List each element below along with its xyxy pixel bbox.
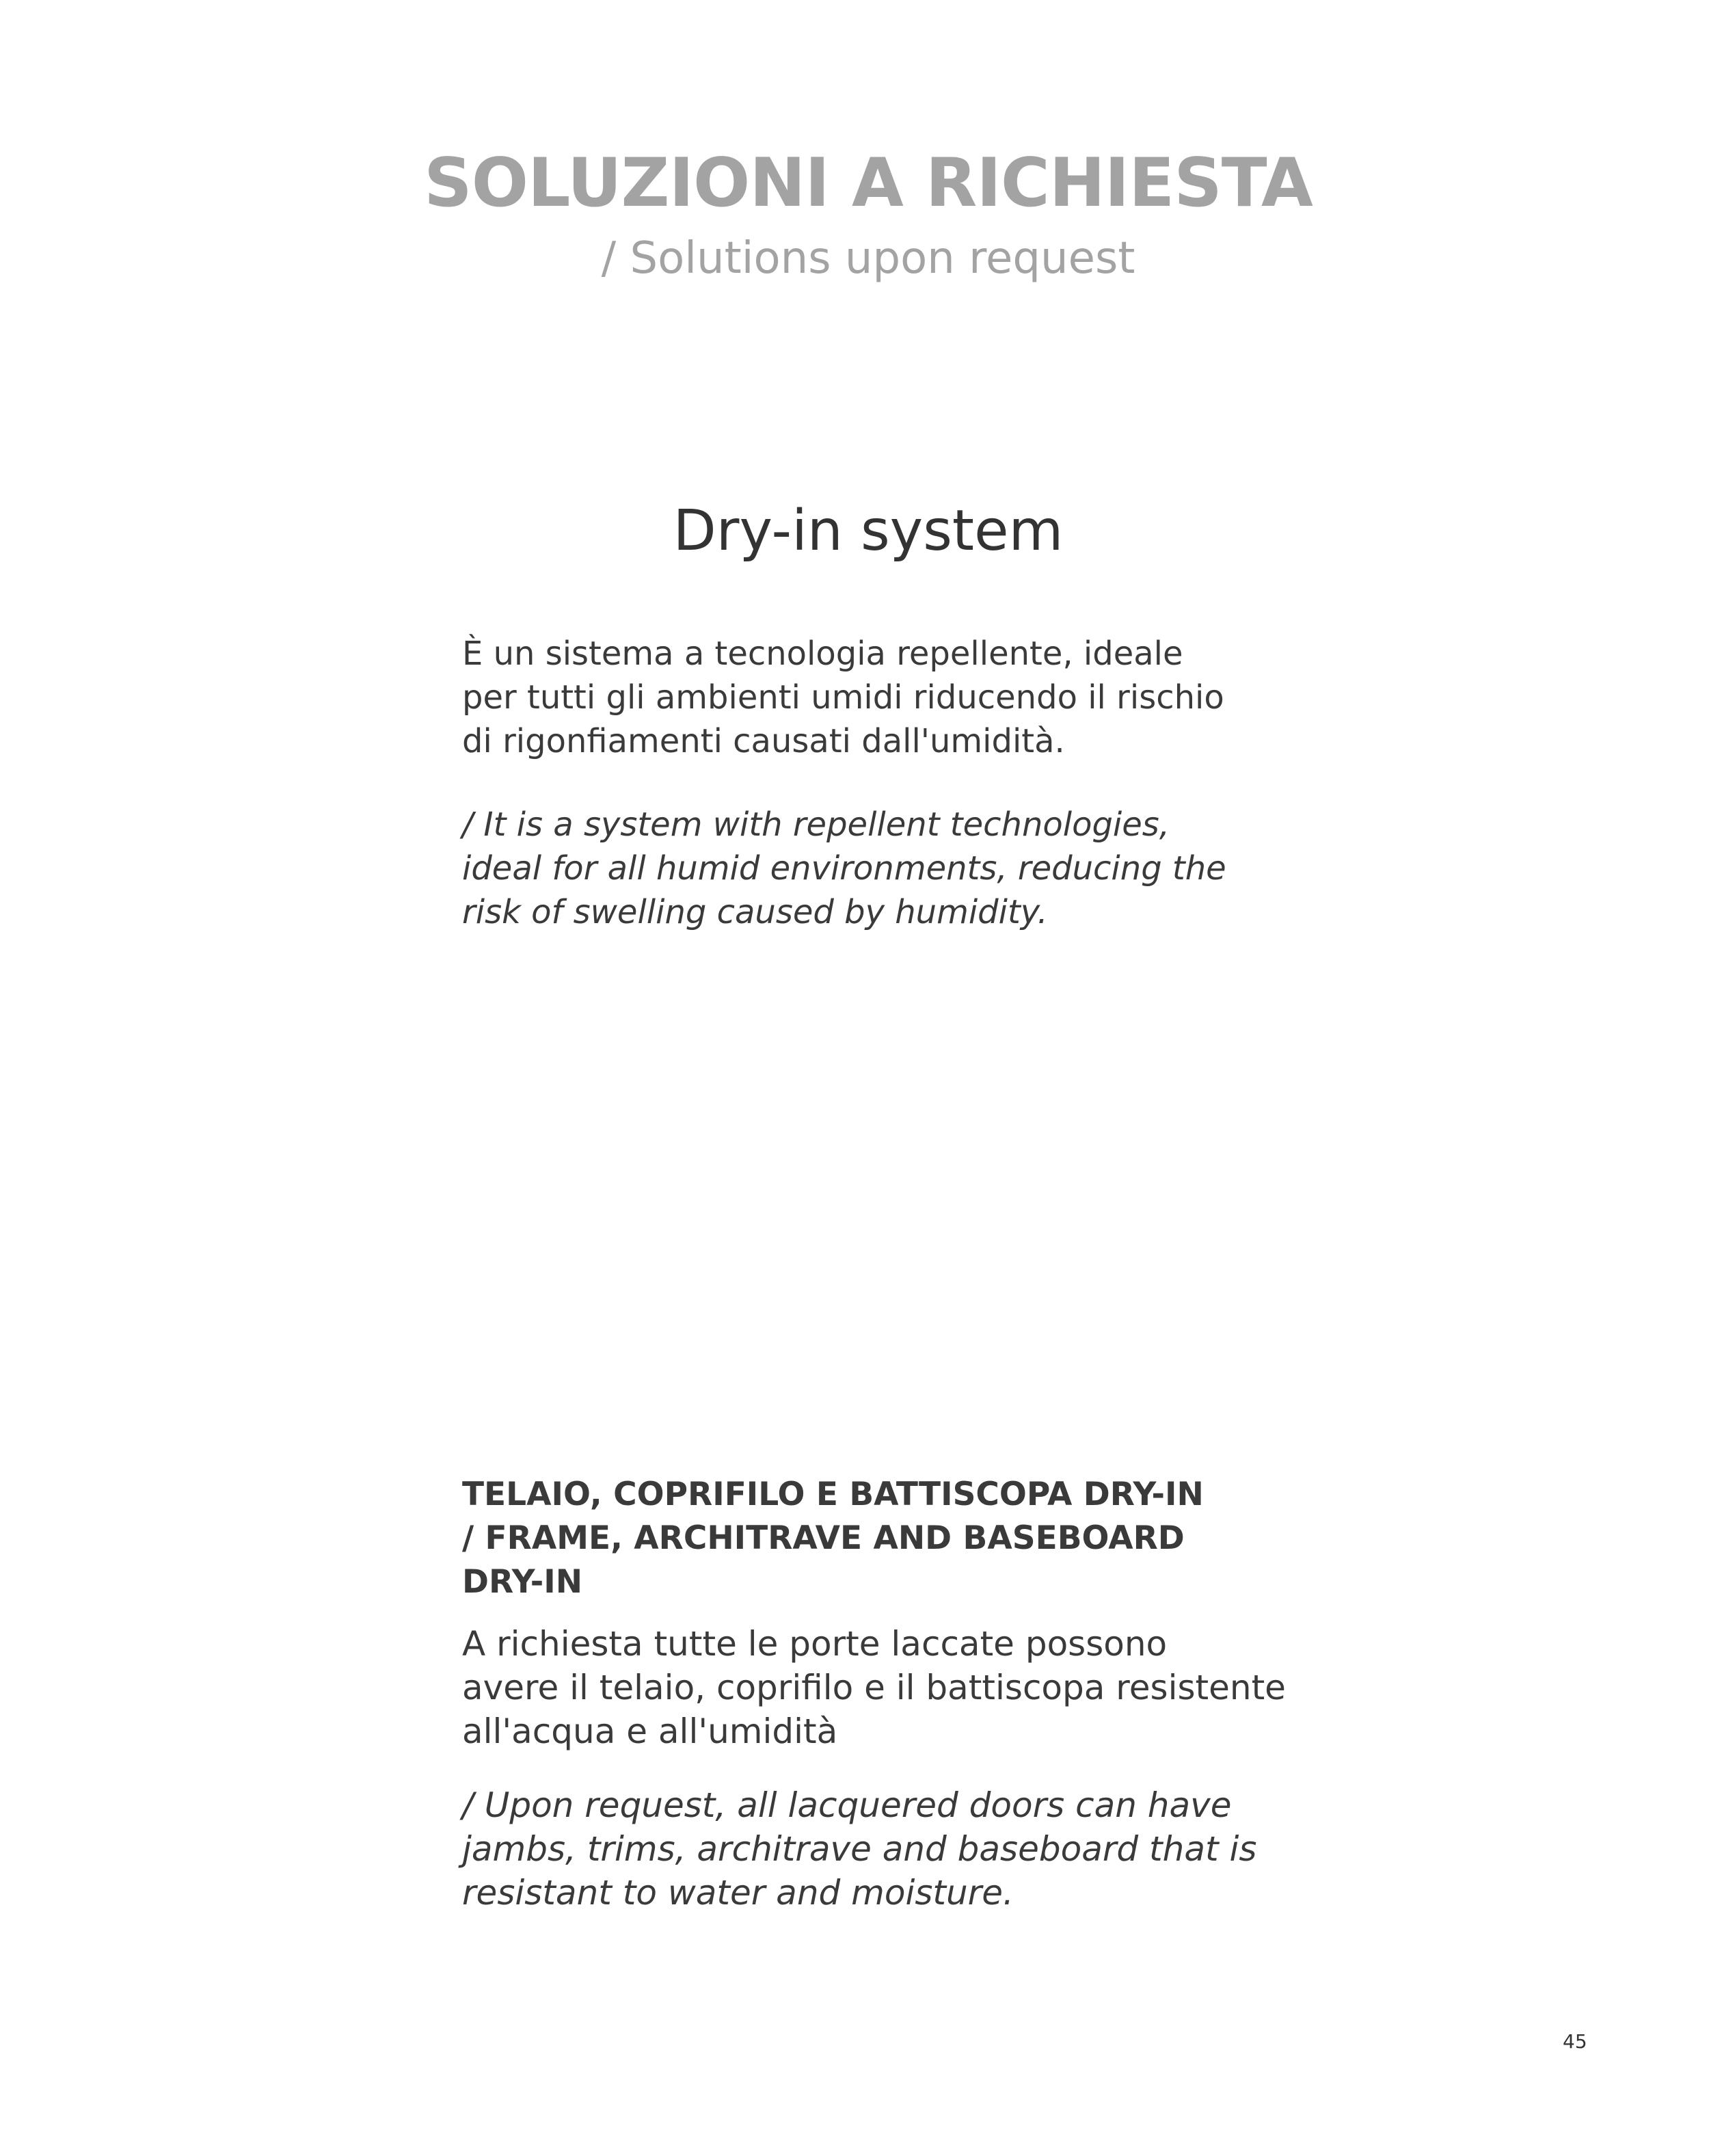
feature-heading (462, 1473, 1351, 1604)
intro-italian-line: È un sistema a tecnologia repellente, ideale (462, 635, 1183, 673)
page-title: SOLUZIONI A RICHIESTA (424, 144, 1313, 222)
feature-body-italian-line: avere il telaio, coprifilo e il battiscopa resistente (462, 1668, 1286, 1707)
intro-italian-line: di rigonfiamenti causati dall'umidità. (462, 722, 1065, 760)
feature-body-english-line: / Upon request, all lacquered doors can have (462, 1785, 1232, 1825)
feature-heading-line: TELAIO, COPRIFILO E BATTISCOPA DRY-IN (462, 1476, 1204, 1513)
section-title: Dry-in system (673, 498, 1064, 563)
page-subtitle: / Solutions upon request (601, 233, 1135, 284)
feature-heading-line: DRY-IN (462, 1563, 583, 1601)
page-number: 45 (1563, 2030, 1587, 2053)
feature-body-english (462, 1783, 1351, 1915)
feature-body-italian-line: A richiesta tutte le porte laccate possono (462, 1624, 1168, 1664)
feature-body-english-line: jambs, trims, architrave and baseboard that is (462, 1829, 1257, 1869)
intro-english-line: ideal for all humid environments, reducing the (462, 849, 1226, 888)
feature-heading-line: / FRAME, ARCHITRAVE AND BASEBOARD (462, 1519, 1185, 1557)
feature-body-english-line: resistant to water and moisture. (462, 1873, 1014, 1913)
intro-english (462, 803, 1351, 934)
feature-body-italian (462, 1622, 1351, 1753)
intro-italian-line: per tutti gli ambienti umidi riducendo il rischio (462, 678, 1224, 717)
intro-english-line: risk of swelling caused by humidity. (462, 893, 1048, 931)
feature-body-italian-line: all'acqua e all'umidità (462, 1712, 838, 1751)
intro-italian (462, 632, 1351, 763)
intro-english-line: / It is a system with repellent technologies, (462, 806, 1170, 844)
